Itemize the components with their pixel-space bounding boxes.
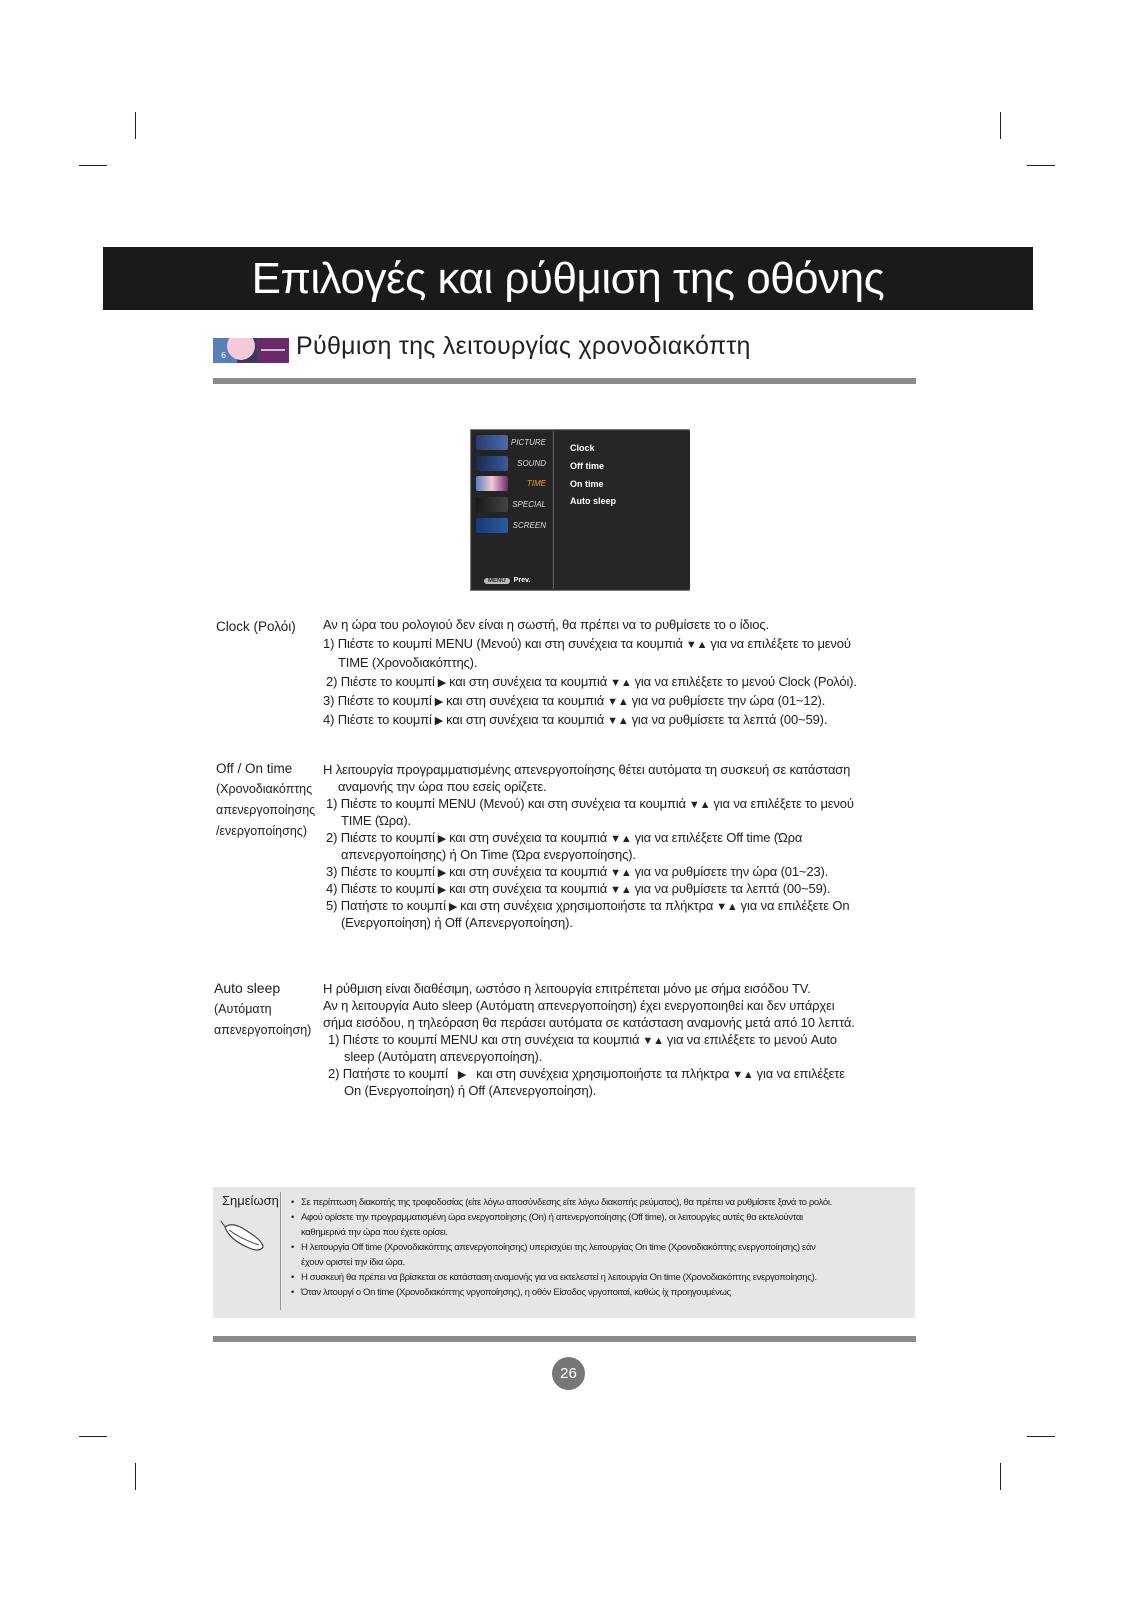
- offon-label: Off / On time (Χρονοδιακόπτης απενεργοποίησης /ενεργοποίησης): [216, 761, 316, 838]
- note-label: Σημείωση: [222, 1193, 279, 1208]
- special-icon: [476, 497, 508, 512]
- offon-step-1: 1) Πιέστε το κουμπί MENU (Μενού) και στη συνέχεια τα κουμπιά ▼▲ για να επιλέξετε το μενού: [326, 795, 854, 814]
- note-item: • Η συσκευή θα πρέπει να βρίσκεται σε κατάσταση αναμονής για να εκτελεστεί η λειτουργία On time (Χρονοδιακόπτης ενεργοποίησης).: [291, 1270, 911, 1285]
- right-arrow-icon: ▶: [437, 833, 447, 845]
- osd-item-sound: SOUND: [474, 454, 552, 473]
- offon-step-2-cont: απενεργοποίησης) ή On Time (Ώρα ενεργοποίησης).: [341, 847, 636, 862]
- right-arrow-icon: ▶: [434, 715, 444, 727]
- osd-sub-auto-sleep: Auto sleep: [570, 496, 617, 506]
- right-arrow-icon: ▶: [437, 677, 447, 689]
- osd-item-special: SPECIAL: [474, 495, 552, 514]
- clock-step-3: 3) Πιέστε το κουμπί ▶ και στη συνέχεια τα κουμπιά ▼▲ για να ρυθμίσετε την ώρα (01~12).: [323, 692, 825, 711]
- picture-icon: [476, 435, 508, 450]
- note-item: • Σε περίπτωση διακοπής της τροφοδοσίας (είτε λόγω αποσύνδεσης είτε λόγω διακοπής ρεύματος), θα πρέπει να ρυθμίσετε ξανά το ρολόι.: [291, 1195, 911, 1210]
- offon-step-2: 2) Πιέστε το κουμπί ▶ και στη συνέχεια τα κουμπιά ▼▲ για να επιλέξετε Off time (Ώρα: [326, 829, 802, 848]
- right-arrow-icon: ▶: [437, 867, 447, 879]
- down-up-arrows-icon: ▼▲: [685, 639, 708, 651]
- crop-mark: [1027, 1436, 1055, 1437]
- osd-item-picture: PICTURE: [474, 433, 552, 452]
- clock-step-1-cont: TIME (Χρονοδιακόπτης).: [338, 655, 478, 670]
- autosleep-label: Auto sleep (Αυτόματη απενεργοποίηση): [214, 980, 312, 1037]
- section-title: Ρύθμιση της λειτουργίας χρονοδιακόπτη: [296, 332, 751, 360]
- osd-menu-screenshot: [470, 429, 690, 591]
- osd-sub-clock: Clock: [570, 443, 595, 453]
- top-divider: [213, 378, 916, 384]
- clock-step-2: 2) Πιέστε το κουμπί ▶ και στη συνέχεια τα κουμπιά ▼▲ για να επιλέξετε το μενού Clock (Ρολόι).: [326, 673, 857, 692]
- menu-button-glyph: MENU: [484, 578, 510, 584]
- offon-intro-1: Η λειτουργία προγραμματισμένης απενεργοποίησης θέτει αυτόματα τη συσκευή σε κατάσταση: [323, 762, 851, 777]
- crop-mark: [1000, 1463, 1001, 1490]
- autosleep-step-1: 1) Πιέστε το κουμπί MENU και στη συνέχεια τα κουμπιά ▼▲ για να επιλέξετε το μενού Auto: [328, 1031, 837, 1050]
- note-list: [291, 1195, 911, 1300]
- crop-mark: [79, 1436, 107, 1437]
- autosleep-intro-3: σήμα εισόδου, η τηλεόραση θα περάσει αυτόματα σε κατάσταση αναμονής μετά από 10 λεπτά.: [323, 1015, 855, 1030]
- sound-icon: [476, 456, 508, 471]
- crop-mark: [79, 165, 107, 166]
- bottom-divider: [213, 1336, 916, 1342]
- clock-intro: Αν η ώρα του ρολογιού δεν είναι η σωστή, θα πρέπει να το ρυθμίσετε το ο ίδιος.: [323, 617, 769, 632]
- crop-mark: [135, 1463, 136, 1490]
- osd-item-screen: SCREEN: [474, 516, 552, 535]
- osd-submenu: [553, 431, 690, 589]
- note-item: • Όταν λιτουργί ο On time (Χρονοδιακόπτης νργοποίησης), η οθόν Είσοδος νργοποιταί, καθώς ίχ προηγουμένως: [291, 1285, 911, 1300]
- crop-mark: [1000, 112, 1001, 139]
- clock-label: Clock (Ρολόι): [216, 619, 296, 634]
- note-box: [213, 1187, 915, 1318]
- right-arrow-icon: ▶: [437, 884, 447, 896]
- down-up-arrows-icon: ▼▲: [607, 715, 629, 727]
- right-arrow-icon: ▶: [434, 696, 444, 708]
- note-divider: [280, 1192, 281, 1310]
- down-up-arrows-icon: ▼▲: [610, 833, 632, 845]
- time-section-icon: [213, 338, 289, 363]
- autosleep-intro-2: Αν η λειτουργία Auto sleep (Αυτόματη απενεργοποίηση) έχει ενεργοποιηθεί και δεν υπάρχει: [323, 998, 835, 1013]
- osd-prev-hint: MENU Prev.: [484, 577, 530, 584]
- screen-icon: [476, 518, 508, 533]
- osd-main-menu: [472, 431, 552, 589]
- mouse-icon: [219, 1217, 271, 1253]
- offon-step-1-cont: TIME (Ώρα).: [341, 813, 411, 828]
- offon-step-3: 3) Πιέστε το κουμπί ▶ και στη συνέχεια τα κουμπιά ▼▲ για να ρυθμίσετε την ώρα (01~23).: [326, 863, 828, 882]
- crop-mark: [135, 112, 136, 139]
- offon-step-5-cont: (Ενεργοποίηση) ή Off (Απενεργοποίηση).: [341, 915, 573, 930]
- right-arrow-icon: ▶: [457, 1069, 467, 1081]
- time-icon: [476, 476, 508, 491]
- down-up-arrows-icon: ▼▲: [610, 884, 632, 896]
- note-item-cont: έχουν οριστεί την ίδια ώρα.: [301, 1257, 405, 1268]
- osd-sub-on-time: On time: [570, 479, 604, 489]
- down-up-arrows-icon: ▼▲: [610, 867, 632, 879]
- down-up-arrows-icon: ▼▲: [642, 1035, 664, 1047]
- right-arrow-icon: ▶: [448, 901, 458, 913]
- clock-step-4: 4) Πιέστε το κουμπί ▶ και στη συνέχεια τα κουμπιά ▼▲ για να ρυθμίσετε τα λεπτά (00~59).: [323, 711, 827, 730]
- crop-mark: [1027, 165, 1055, 166]
- note-item: • Η λειτουργία Off time (Χρονοδιακόπτης απενεργοποίησης) υπερισχύει της λειτουργίας On time (Χρονοδιακόπτης ενεργοποίησης) εάν: [291, 1240, 911, 1255]
- note-item: • Αφού ορίσετε την προγραμματισμένη ώρα ενεργοποίησης (On) ή απενεργοποίησης (Off time), οι λειτουργίες αυτές θα εκτελούνται: [291, 1210, 911, 1225]
- page-title: Επιλογές και ρύθμιση της οθόνης: [103, 247, 1033, 310]
- down-up-arrows-icon: ▼▲: [610, 677, 632, 689]
- down-up-arrows-icon: ▼▲: [732, 1069, 754, 1081]
- down-up-arrows-icon: ▼▲: [688, 799, 711, 811]
- down-up-arrows-icon: ▼▲: [607, 696, 629, 708]
- autosleep-step-2-cont: On (Ενεργοποίηση) ή Off (Απενεργοποίηση).: [344, 1083, 597, 1098]
- offon-intro-2: αναμονής την ώρα που εσείς ορίζετε.: [338, 779, 547, 794]
- autosleep-step-2: 2) Πατήστε το κουμπί ▶ και στη συνέχεια χρησιμοποιήστε τα πλήκτρα ▼▲ για να επιλέξετε: [328, 1065, 845, 1084]
- autosleep-intro-1: Η ρύθμιση είναι διαθέσιμη, ωστόσο η λειτουργία επιτρέπεται μόνο με σήμα εισόδου TV.: [323, 981, 811, 996]
- note-item-cont: καθημερινά την ώρα που έχετε ορίσει.: [301, 1227, 448, 1238]
- svg-text:6: 6: [221, 351, 227, 360]
- osd-sub-off-time: Off time: [570, 461, 605, 471]
- osd-item-time: TIME: [474, 474, 552, 493]
- offon-step-5: 5) Πατήστε το κουμπί ▶ και στη συνέχεια χρησιμοποιήστε τα πλήκτρα ▼▲ για να επιλέξετε On: [326, 897, 849, 916]
- clock-step-1: 1) Πιέστε το κουμπί MENU (Μενού) και στη συνέχεια τα κουμπιά ▼▲ για να επιλέξετε το μενού: [323, 635, 851, 654]
- autosleep-step-1-cont: sleep (Αυτόματη απενεργοποίηση).: [344, 1049, 543, 1064]
- down-up-arrows-icon: ▼▲: [716, 901, 738, 913]
- offon-step-4: 4) Πιέστε το κουμπί ▶ και στη συνέχεια τα κουμπιά ▼▲ για να ρυθμίσετε τα λεπτά (00~59).: [326, 880, 830, 899]
- page-number: 26: [552, 1357, 585, 1390]
